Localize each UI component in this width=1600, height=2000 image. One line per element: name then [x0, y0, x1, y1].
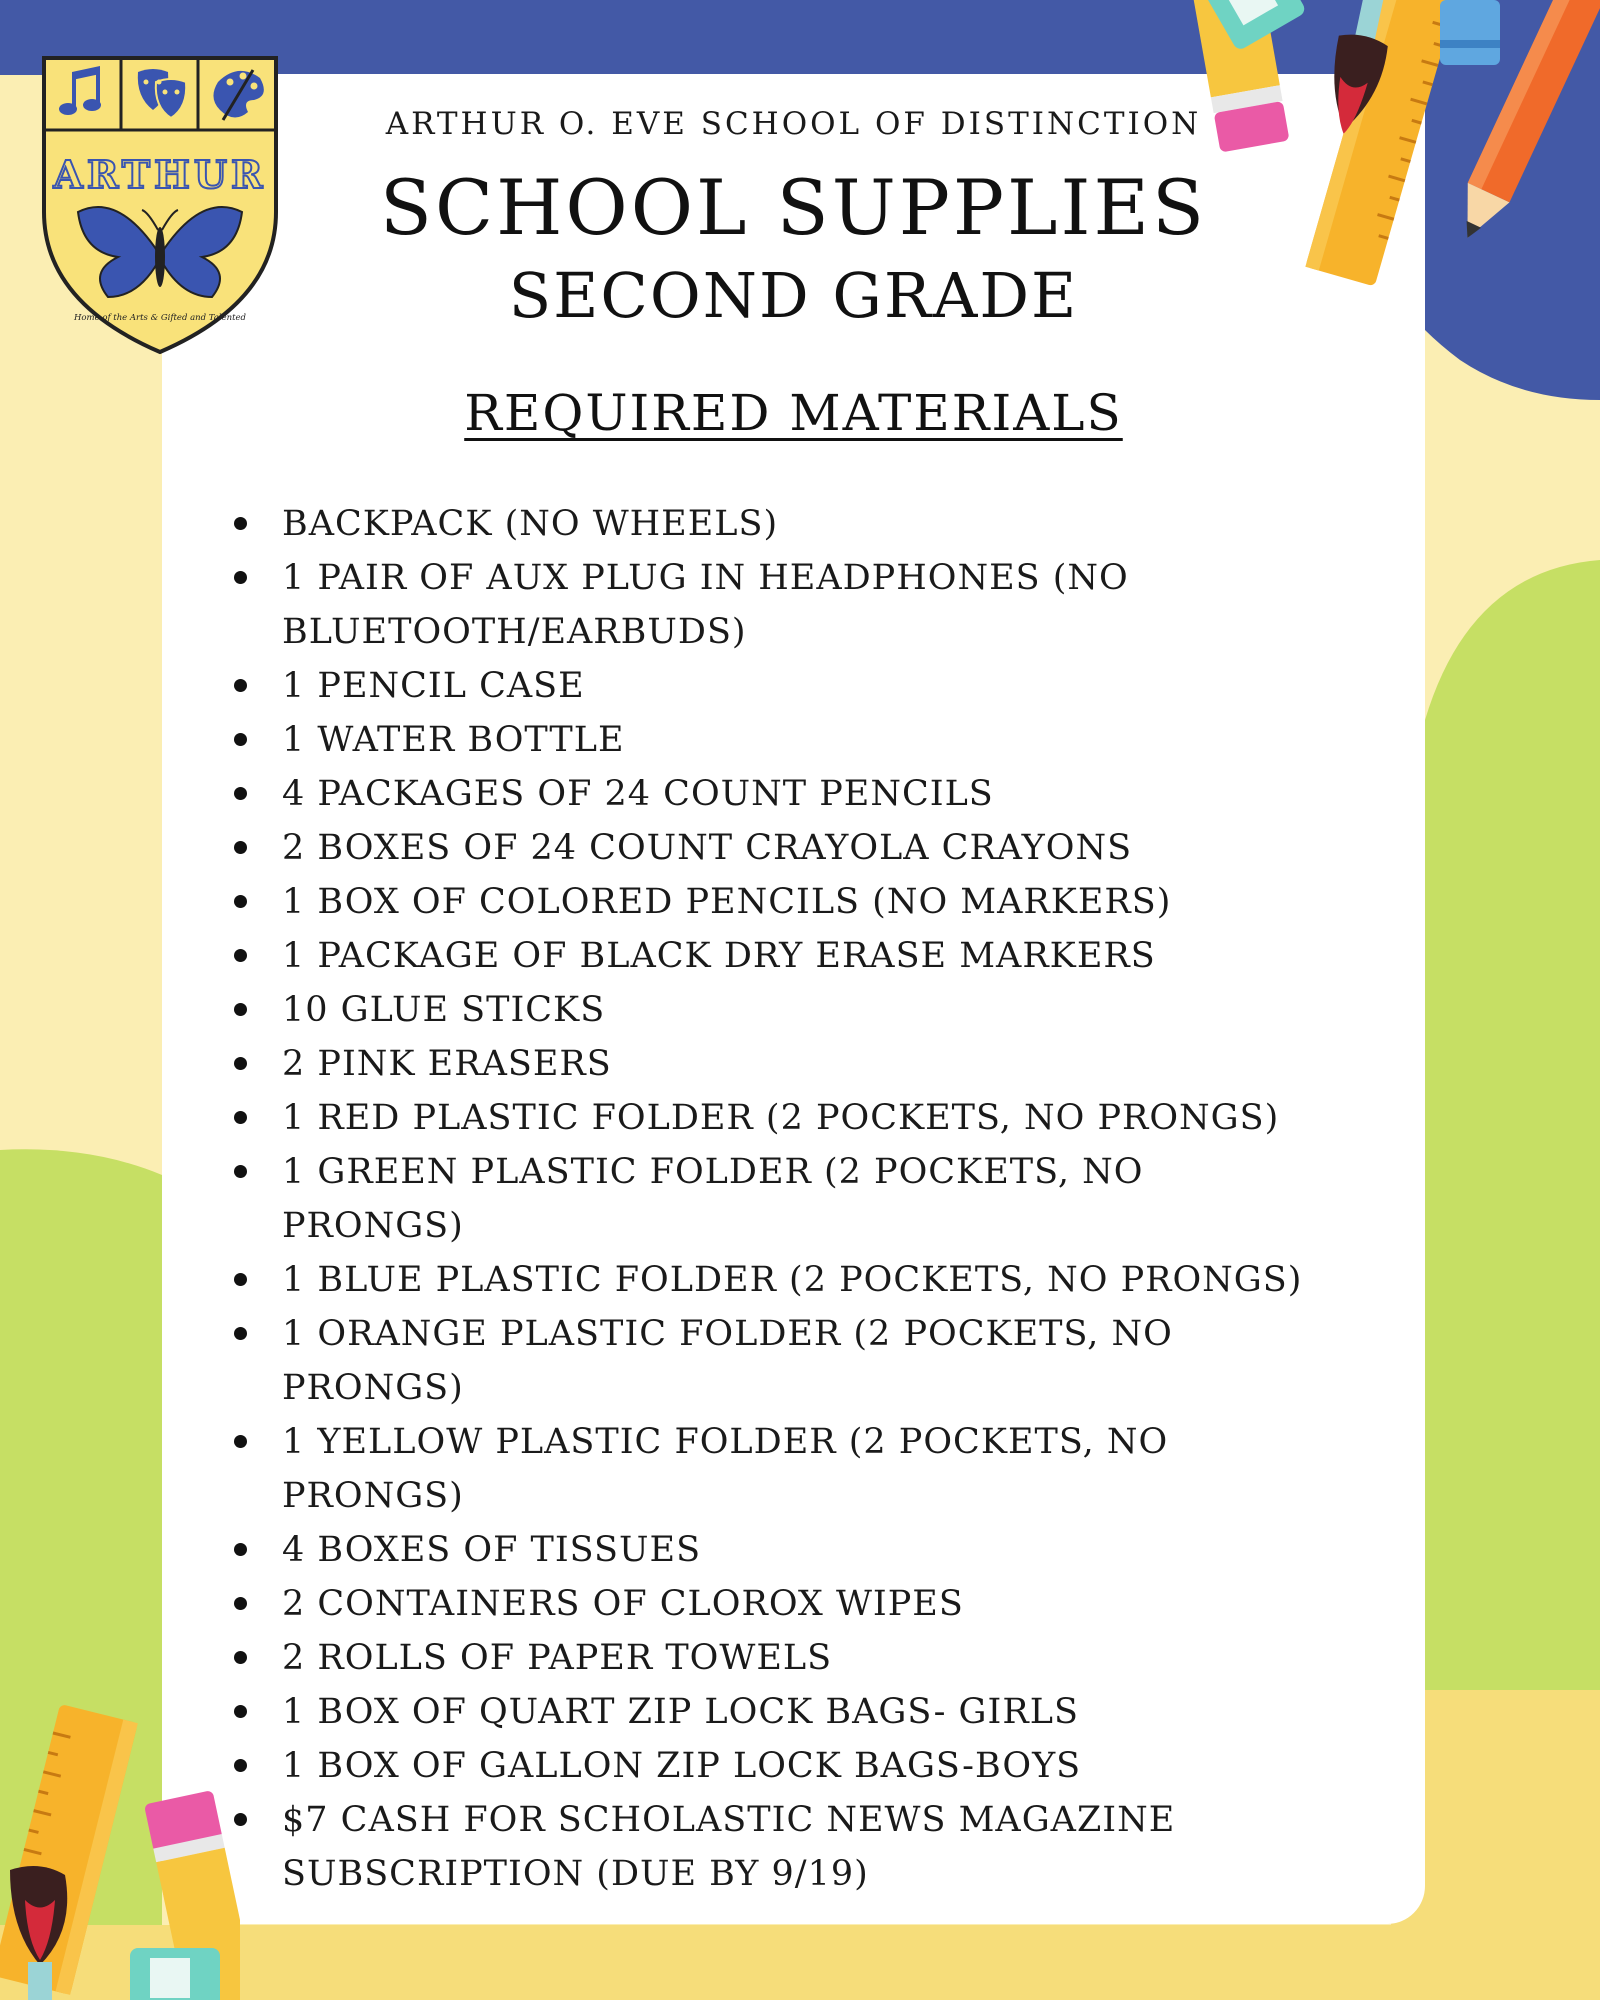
- list-item: 1 BOX OF QUART ZIP LOCK BAGS- GIRLS: [214, 1685, 1334, 1739]
- list-item: 1 PENCIL CASE: [214, 659, 1334, 713]
- list-item: 1 GREEN PLASTIC FOLDER (2 POCKETS, NO PRONGS): [214, 1145, 1334, 1253]
- list-item: 10 GLUE STICKS: [214, 983, 1334, 1037]
- list-item: 2 ROLLS OF PAPER TOWELS: [214, 1631, 1334, 1685]
- list-item: $7 CASH FOR SCHOLASTIC NEWS MAGAZINE SUBSCRIPTION (DUE BY 9/19): [214, 1793, 1334, 1901]
- list-item: 4 BOXES OF TISSUES: [214, 1523, 1334, 1577]
- materials-list: [214, 497, 1334, 1901]
- list-item: 4 PACKAGES OF 24 COUNT PENCILS: [214, 767, 1334, 821]
- list-item: 2 BOXES OF 24 COUNT CRAYOLA CRAYONS: [214, 821, 1334, 875]
- list-item: 1 BOX OF COLORED PENCILS (NO MARKERS): [214, 875, 1334, 929]
- logo-name: ARTHUR: [53, 152, 267, 197]
- list-item: 1 PAIR OF AUX PLUG IN HEADPHONES (NO BLUETOOTH/EARBUDS): [214, 551, 1334, 659]
- list-item: 1 ORANGE PLASTIC FOLDER (2 POCKETS, NO PRONGS): [214, 1307, 1334, 1415]
- list-item: 2 CONTAINERS OF CLOROX WIPES: [214, 1577, 1334, 1631]
- logo-tagline: Home of the Arts & Gifted and Talented: [74, 313, 246, 323]
- list-item: 1 WATER BOTTLE: [214, 713, 1334, 767]
- grade-subtitle: SECOND GRADE: [508, 259, 1079, 332]
- required-materials-heading: REQUIRED MATERIALS: [464, 384, 1123, 442]
- list-item: 1 BLUE PLASTIC FOLDER (2 POCKETS, NO PRONGS): [214, 1253, 1334, 1307]
- school-name: ARTHUR O. EVE SCHOOL OF DISTINCTION: [385, 106, 1202, 142]
- list-item: 1 PACKAGE OF BLACK DRY ERASE MARKERS: [214, 929, 1334, 983]
- page-title: SCHOOL SUPPLIES: [379, 163, 1208, 252]
- stationery-illustration-bottom-left: [0, 1700, 240, 2000]
- list-item: 1 RED PLASTIC FOLDER (2 POCKETS, NO PRONGS): [214, 1091, 1334, 1145]
- list-item: 1 BOX OF GALLON ZIP LOCK BAGS-BOYS: [214, 1739, 1334, 1793]
- list-item: BACKPACK (NO WHEELS): [214, 497, 1334, 551]
- list-item: 2 PINK ERASERS: [214, 1037, 1334, 1091]
- list-item: 1 YELLOW PLASTIC FOLDER (2 POCKETS, NO PRONGS): [214, 1415, 1334, 1523]
